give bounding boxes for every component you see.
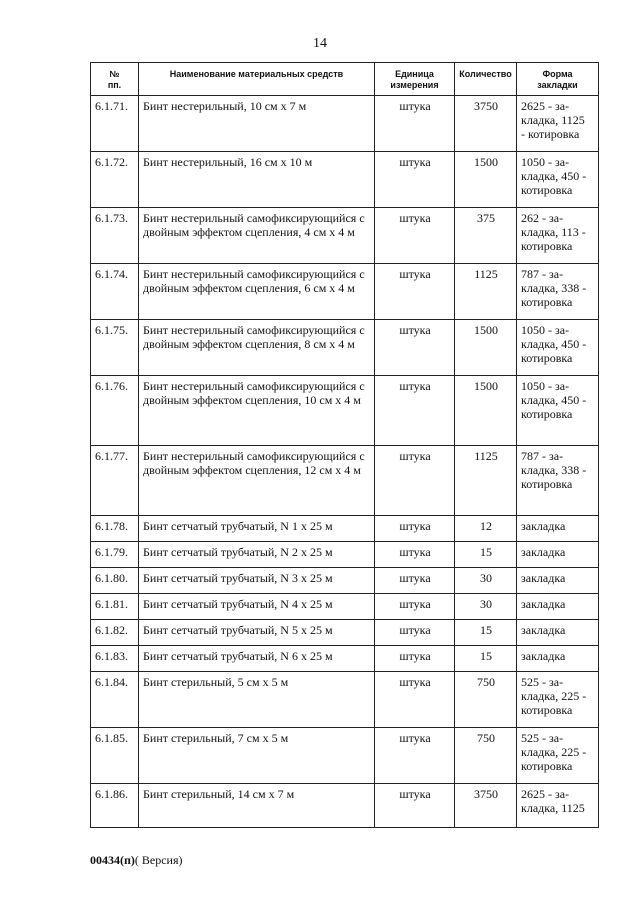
item-name: Бинт нестерильный самофиксирующийся с двойным эффектом сцепления, 10 см х 4 м [139, 376, 375, 446]
header-name-text: Наименование материальных средств [169, 69, 344, 79]
item-unit: штука [375, 646, 455, 672]
item-name: Бинт сетчатый трубчатый, N 5 х 25 м [139, 620, 375, 646]
item-unit: штука [375, 446, 455, 516]
item-name: Бинт стерильный, 7 см х 5 м [139, 728, 375, 784]
item-number: 6.1.74. [91, 264, 139, 320]
table-row [91, 620, 599, 646]
item-unit: штука [375, 672, 455, 728]
table-row [91, 728, 599, 784]
item-quantity: 750 [455, 728, 517, 784]
materials-table [90, 62, 599, 828]
item-form: 2625 - за- кладка, 1125 - котировка [517, 96, 599, 152]
item-form: 2625 - за- кладка, 1125 [517, 784, 599, 828]
item-quantity: 1125 [455, 446, 517, 516]
item-form: 1050 - за- кладка, 450 - котировка [517, 320, 599, 376]
item-name: Бинт сетчатый трубчатый, N 4 х 25 м [139, 594, 375, 620]
item-unit: штука [375, 96, 455, 152]
item-name: Бинт сетчатый трубчатый, N 6 х 25 м [139, 646, 375, 672]
document-code: 00434(п) [90, 853, 135, 867]
item-number: 6.1.78. [91, 516, 139, 542]
document-version: ( Версия) [134, 853, 183, 867]
item-quantity: 15 [455, 646, 517, 672]
item-quantity: 3750 [455, 784, 517, 828]
document-footer [90, 853, 183, 868]
item-quantity: 12 [455, 516, 517, 542]
item-name: Бинт нестерильный, 10 см х 7 м [139, 96, 375, 152]
header-unit-text: Единица измерения [390, 69, 439, 90]
item-quantity: 1125 [455, 264, 517, 320]
table-body [91, 96, 599, 828]
item-name: Бинт сетчатый трубчатый, N 2 х 25 м [139, 542, 375, 568]
item-number: 6.1.77. [91, 446, 139, 516]
item-name: Бинт сетчатый трубчатый, N 3 х 25 м [139, 568, 375, 594]
table-header-row [91, 63, 599, 96]
header-form-text: Форма закладки [537, 69, 578, 90]
item-number: 6.1.83. [91, 646, 139, 672]
table-row [91, 152, 599, 208]
item-quantity: 30 [455, 568, 517, 594]
table-row [91, 516, 599, 542]
item-unit: штука [375, 784, 455, 828]
item-form: закладка [517, 620, 599, 646]
item-quantity: 15 [455, 620, 517, 646]
table-row [91, 446, 599, 516]
item-form: закладка [517, 646, 599, 672]
item-quantity: 375 [455, 208, 517, 264]
item-unit: штука [375, 728, 455, 784]
item-name: Бинт нестерильный, 16 см х 10 м [139, 152, 375, 208]
item-unit: штука [375, 516, 455, 542]
item-unit: штука [375, 568, 455, 594]
header-qty-text: Количество [459, 69, 512, 79]
item-number: 6.1.75. [91, 320, 139, 376]
header-name [139, 63, 375, 96]
item-form: 1050 - за- кладка, 450 - котировка [517, 376, 599, 446]
header-form [517, 63, 599, 96]
item-name: Бинт нестерильный самофиксирующийся с двойным эффектом сцепления, 4 см х 4 м [139, 208, 375, 264]
table-row [91, 672, 599, 728]
table-row [91, 568, 599, 594]
item-form: 262 - за- кладка, 113 - котировка [517, 208, 599, 264]
item-number: 6.1.71. [91, 96, 139, 152]
item-unit: штука [375, 376, 455, 446]
item-quantity: 30 [455, 594, 517, 620]
item-form: 787 - за- кладка, 338 - котировка [517, 446, 599, 516]
item-form: 787 - за- кладка, 338 - котировка [517, 264, 599, 320]
item-unit: штука [375, 542, 455, 568]
header-qty [455, 63, 517, 96]
item-form: 1050 - за- кладка, 450 - котировка [517, 152, 599, 208]
item-quantity: 1500 [455, 376, 517, 446]
item-form: закладка [517, 568, 599, 594]
item-unit: штука [375, 594, 455, 620]
table-row [91, 594, 599, 620]
item-name: Бинт сетчатый трубчатый, N 1 х 25 м [139, 516, 375, 542]
item-unit: штука [375, 620, 455, 646]
item-number: 6.1.86. [91, 784, 139, 828]
item-quantity: 1500 [455, 152, 517, 208]
item-number: 6.1.85. [91, 728, 139, 784]
table-row [91, 264, 599, 320]
item-name: Бинт нестерильный самофиксирующийся с двойным эффектом сцепления, 6 см х 4 м [139, 264, 375, 320]
item-unit: штука [375, 264, 455, 320]
item-number: 6.1.73. [91, 208, 139, 264]
item-name: Бинт нестерильный самофиксирующийся с двойным эффектом сцепления, 12 см х 4 м [139, 446, 375, 516]
item-unit: штука [375, 320, 455, 376]
item-number: 6.1.80. [91, 568, 139, 594]
item-name: Бинт стерильный, 14 см х 7 м [139, 784, 375, 828]
page-number: 14 [313, 36, 327, 51]
item-number: 6.1.79. [91, 542, 139, 568]
item-name: Бинт нестерильный самофиксирующийся с двойным эффектом сцепления, 8 см х 4 м [139, 320, 375, 376]
item-number: 6.1.81. [91, 594, 139, 620]
item-quantity: 1500 [455, 320, 517, 376]
table-row [91, 646, 599, 672]
item-number: 6.1.72. [91, 152, 139, 208]
item-number: 6.1.82. [91, 620, 139, 646]
header-num [91, 63, 139, 96]
item-unit: штука [375, 152, 455, 208]
header-unit [375, 63, 455, 96]
item-form: закладка [517, 516, 599, 542]
table-row [91, 96, 599, 152]
item-number: 6.1.76. [91, 376, 139, 446]
item-name: Бинт стерильный, 5 см х 5 м [139, 672, 375, 728]
item-unit: штука [375, 208, 455, 264]
table-row [91, 376, 599, 446]
item-quantity: 15 [455, 542, 517, 568]
item-form: закладка [517, 542, 599, 568]
item-quantity: 3750 [455, 96, 517, 152]
item-quantity: 750 [455, 672, 517, 728]
item-form: закладка [517, 594, 599, 620]
table-row [91, 208, 599, 264]
table-row [91, 784, 599, 828]
header-num-text: № пп. [107, 69, 122, 90]
item-form: 525 - за- кладка, 225 - котировка [517, 672, 599, 728]
item-number: 6.1.84. [91, 672, 139, 728]
table-row [91, 320, 599, 376]
item-form: 525 - за- кладка, 225 - котировка [517, 728, 599, 784]
table-row [91, 542, 599, 568]
